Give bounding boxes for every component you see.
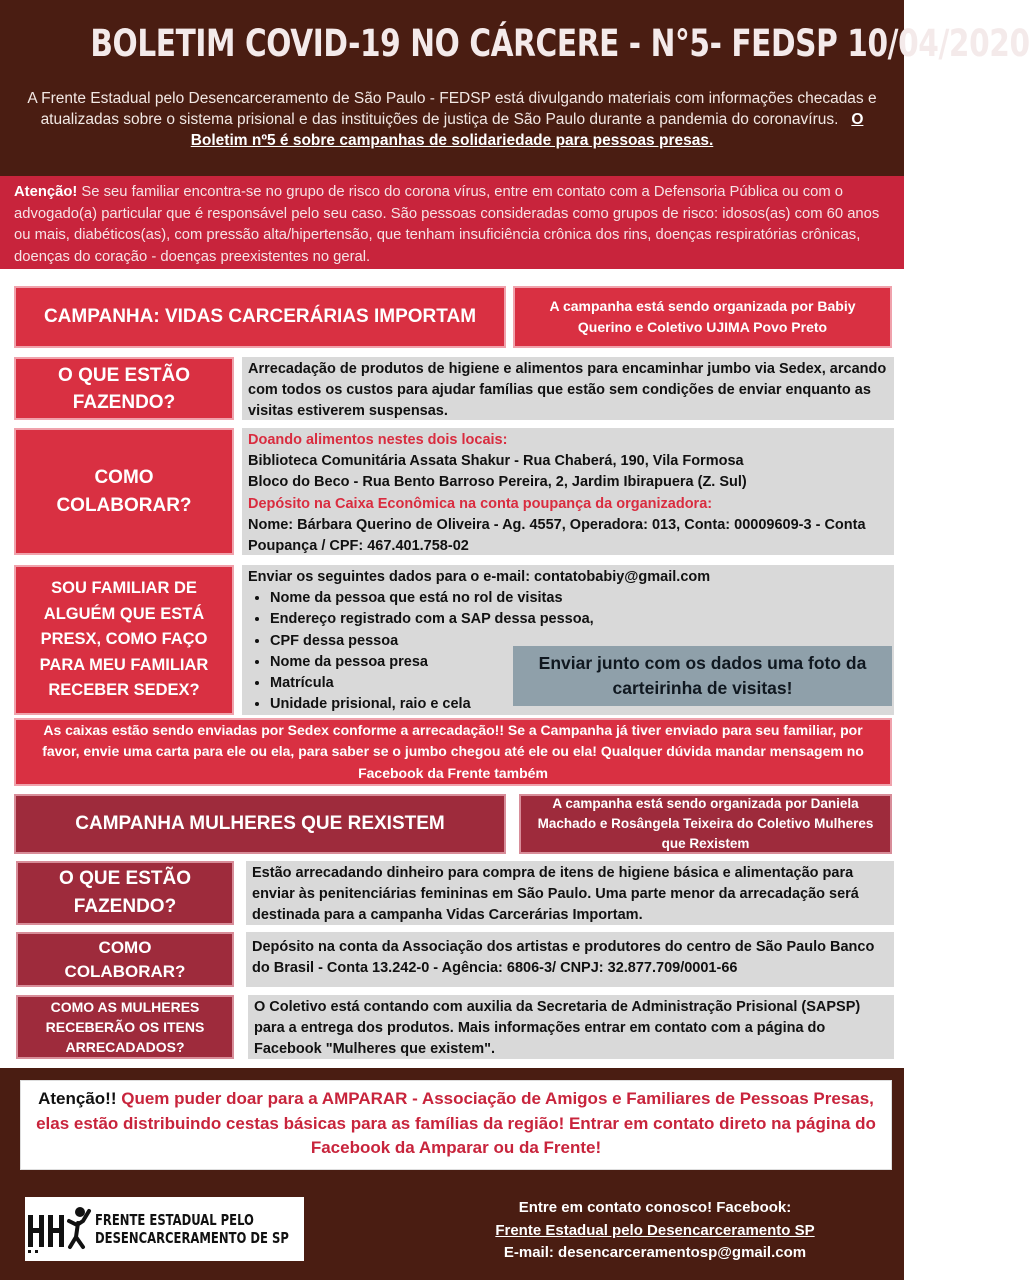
campaign2-title: CAMPANHA MULHERES QUE REXISTEM [14, 794, 506, 854]
how-heading-donate: Doando alimentos nestes dois locais: [248, 432, 508, 448]
logo-text [95, 1211, 289, 1247]
campaign2-how-label: COMO COLABORAR? [16, 932, 234, 987]
list-item: • Matrícula [270, 673, 888, 694]
list-item: • Nome da pessoa que está no rol de visitas [270, 588, 888, 609]
list-item: • Endereço registrado com a SAP dessa pessoa, [270, 609, 888, 630]
campaign1-family-label: SOU FAMILIAR DE ALGUÉM QUE ESTÁ PRESX, COMO FAÇO PARA MEU FAMILIAR RECEBER SEDEX? [14, 565, 234, 715]
campaign2-organizer: A campanha está sendo organizada por Daniela Machado e Rosângela Teixeira do Coletivo Mulheres que Rexistem [519, 794, 892, 854]
campaign1-what-label: O QUE ESTÃO FAZENDO? [14, 357, 234, 420]
list-item: • Nome da pessoa presa [270, 652, 888, 673]
contact-block [470, 1197, 840, 1265]
campaign2-receive-label: COMO AS MULHERES RECEBERÃO OS ITENS ARRECADADOS? [16, 995, 234, 1059]
logo-line-2: DESENCARCERAMENTO DE SP [95, 1229, 289, 1247]
intro-body: A Frente Estadual pelo Desencarceramento de São Paulo - FEDSP está divulgando materiais com informações checadas e atualizadas sobre o sistema prisional e das instituições de justiça de São Paulo durante a pandemia do coronavírus. [27, 90, 877, 128]
campaign1-organizer: A campanha está sendo organizada por Babiy Querino e Coletivo UJIMA Povo Preto [513, 286, 892, 348]
campaign1-how-panel [242, 428, 894, 555]
list-item: • Unidade prisional, raio e cela [270, 694, 888, 715]
intro-text [20, 88, 884, 151]
family-note: Enviar junto com os dados uma foto da carteirinha de visitas! [513, 646, 892, 706]
alert-label: Atenção! [14, 184, 78, 200]
risk-alert [0, 176, 904, 269]
family-intro: Enviar os seguintes dados para o e-mail: contatobabiy@gmail.com [248, 569, 711, 585]
campaign1-title: CAMPANHA: VIDAS CARCERÁRIAS IMPORTAM [14, 286, 506, 348]
fedsp-logo [25, 1197, 304, 1261]
amparar-alert-text: Quem puder doar para a AMPARAR - Associação de Amigos e Familiares de Pessoas Presas, elas estão distribuindo cestas básicas para as famílias da região! Entrar em contato direto na página do Facebook da Amparar ou da Frente! [36, 1089, 876, 1157]
fedsp-logo-icon [25, 1201, 91, 1257]
how-location-2: Bloco do Beco - Rua Bento Barroso Pereira, 2, Jardim Ibirapuera (Z. Sul) [248, 474, 747, 491]
contact-heading: Entre em contato conosco! Facebook: [518, 1199, 792, 1216]
page-title: BOLETIM COVID-19 NO CÁRCERE - N°5- FEDSP 10/04/2020 [90, 22, 1030, 65]
campaign1-how-label: COMO COLABORAR? [14, 428, 234, 555]
how-location-1: Biblioteca Comunitária Assata Shakur - Rua Chaberá, 190, Vila Formosa [248, 453, 744, 470]
logo-line-1: FRENTE ESTADUAL PELO [95, 1211, 254, 1229]
alert-text: Se seu familiar encontra-se no grupo de risco do corona vírus, entre em contato com a Defensoria Pública ou com o advogado(a) particular que é responsável pelo seu caso. São pessoas consideradas como grupos de risco: idosos(as) com 60 anos ou mais, diabéticos(as), com pressão alta/hipertensão, que tenham insuficiência crônica dos rins, doenças respiratórias crônicas, doenças do coração - doenças preexistentes no geral. [14, 184, 880, 265]
campaign2-what-label: O QUE ESTÃO FAZENDO? [16, 861, 234, 925]
facebook-link[interactable]: Frente Estadual pelo Desencarceramento SP [495, 1221, 815, 1239]
intro-highlight: O Boletim nº5 é sobre campanhas de solidariedade para pessoas presas. [190, 111, 864, 149]
amparar-alert-label: Atenção!! [38, 1089, 117, 1108]
contact-email[interactable]: E-mail: desencarceramentosp@gmail.com [503, 1244, 807, 1261]
how-heading-deposit: Depósito na Caixa Econômica na conta poupança da organizadora: [248, 495, 713, 512]
campaign1-what-text: Arrecadação de produtos de higiene e alimentos para encaminhar jumbo via Sedex, arcando com todos os custos para ajudar famílias que estão sem condições de enviar enquanto as visitas estiverem suspensas. [242, 357, 894, 420]
how-account-details: Nome: Bárbara Querino de Oliveira - Ag. 4557, Operadora: 013, Conta: 00009609-3 - Conta Poupança / CPF: 467.401.758-02 [248, 516, 866, 555]
amparar-alert [20, 1080, 892, 1170]
campaign2-receive-text: O Coletivo está contando com auxilia da Secretaria de Administração Prisional (SAPSP) para a entrega dos produtos. Mais informações entrar em contato com a página do Facebook "Mulheres que existem". [248, 995, 894, 1059]
campaign2-how-text: Depósito na conta da Associação dos artistas e produtores do centro de São Paulo Banco do Brasil - Conta 13.242-0 - Agência: 6806-3/ CNPJ: 32.877.709/0001-66 [246, 932, 894, 987]
campaign2-what-text: Estão arrecadando dinheiro para compra de itens de higiene básica e alimentação para enviar às penitenciárias femininas em São Paulo. Uma parte menor da arrecadação será destinada para a campanha Vidas Carcerárias Importam. [246, 861, 894, 925]
list-item: • CPF dessa pessoa [270, 631, 888, 652]
campaign1-notice: As caixas estão sendo enviadas por Sedex conforme a arrecadação!! Se a Campanha já tiver enviado para seu familiar, por favor, envie uma carta para ele ou ela, para saber se o jumbo chegou até ele ou ela! Qualquer dúvida mandar mensagem no Facebook da Frente também [14, 718, 892, 786]
